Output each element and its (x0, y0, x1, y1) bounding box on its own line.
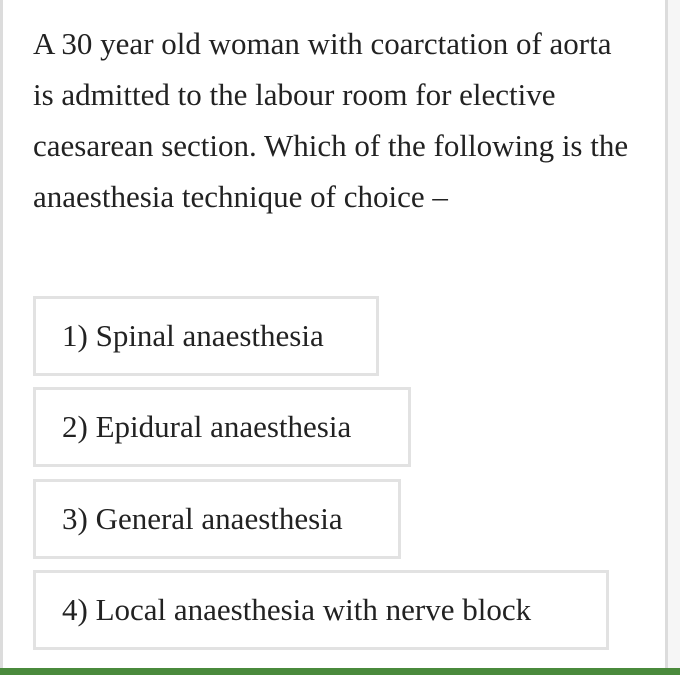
option-2-label: 2) Epidural anaesthesia (62, 409, 352, 444)
option-4-label: 4) Local anaesthesia with nerve block (62, 592, 532, 627)
option-1-button[interactable] (33, 296, 379, 376)
option-2-button[interactable] (33, 387, 411, 467)
question-text: A 30 year old woman with coarctation of aorta is admitted to the labour room for elective caesarean section. Which of the following is the anaesthesia technique of choice – (33, 26, 629, 214)
option-3-button[interactable] (33, 479, 401, 559)
option-1-label: 1) Spinal anaesthesia (62, 318, 324, 353)
option-3-label: 3) General anaesthesia (62, 501, 343, 536)
option-4-button[interactable] (33, 570, 609, 650)
bottom-accent-bar (0, 668, 680, 675)
right-margin (668, 0, 680, 668)
